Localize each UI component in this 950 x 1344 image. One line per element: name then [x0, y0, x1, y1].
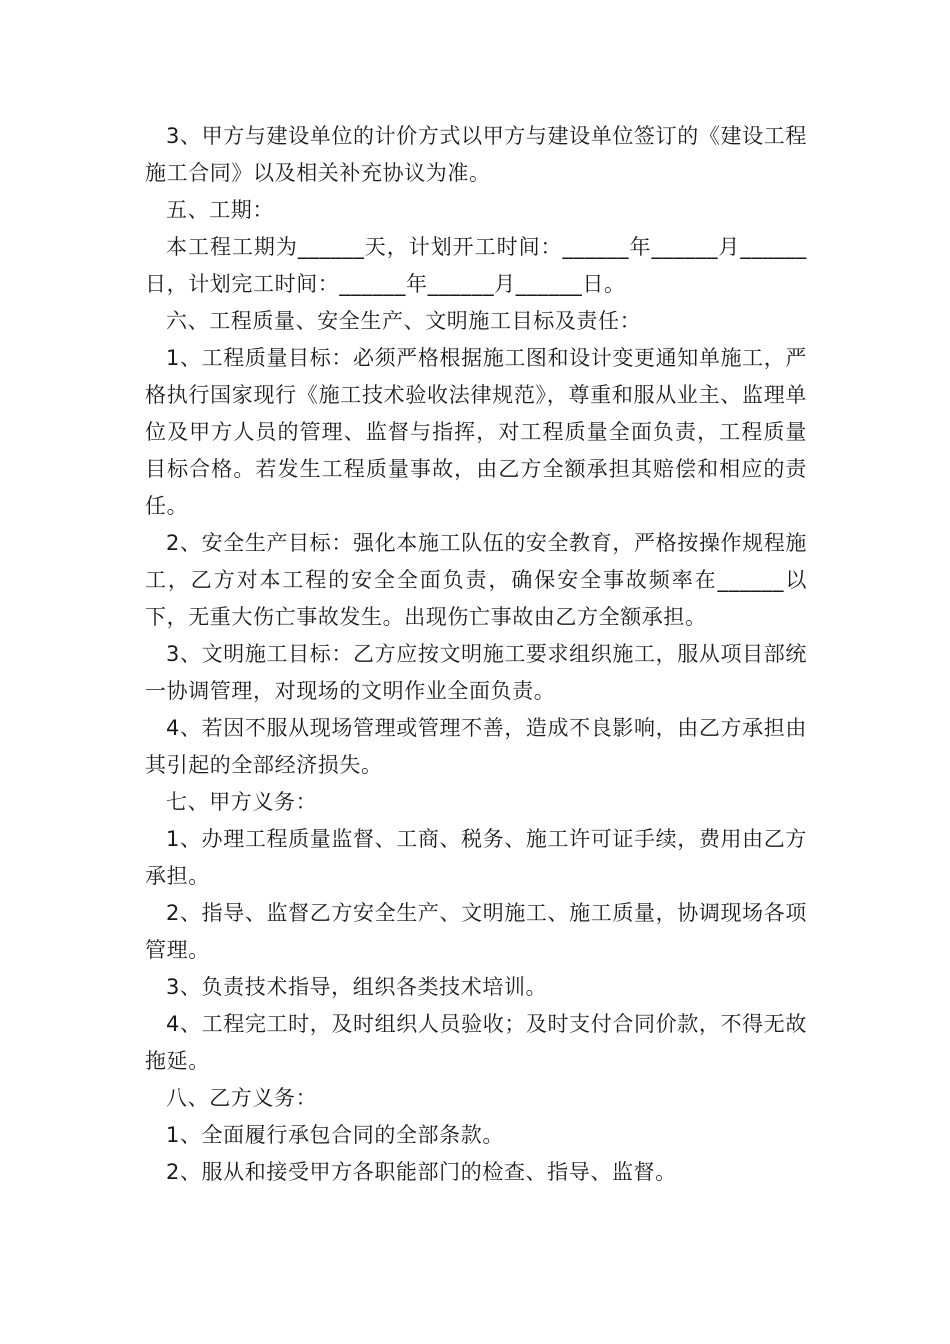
section-7-heading-party-a: 七、甲方义务： [166, 790, 318, 814]
clause-7-2: 2、指导、监督乙方安全生产、文明施工、施工质量，协调现场各项管理。 [145, 901, 807, 962]
clause-8-2: 2、服从和接受甲方各职能部门的检查、指导、监督。 [166, 1160, 677, 1184]
clause-6-1-quality: 1、工程质量目标：必须严格根据施工图和设计变更通知单施工，严格执行国家现行《施工技术验收法律规范》，尊重和服从业主、监理单位及甲方人员的管理、监督与指挥，对工程质量全面负责，工程质量目标合格。若发生工程质量事故，由乙方全额承担其赔偿和相应的责任。 [145, 346, 807, 518]
clause-6-4-losses: 4、若因不服从现场管理或管理不善，造成不良影响，由乙方承担由其引起的全部经济损失。 [145, 716, 807, 777]
clause-7-3: 3、负责技术指导，组织各类技术培训。 [166, 975, 548, 999]
clause-6-3-civilized: 3、文明施工目标：乙方应按文明施工要求组织施工，服从项目部统一协调管理，对现场的文明作业全面负责。 [145, 642, 807, 703]
document-body [145, 118, 807, 1191]
clause-7-4: 4、工程完工时，及时组织人员验收；及时支付合同价款，不得无故拖延。 [145, 1012, 807, 1073]
section-6-heading-goals: 六、工程质量、安全生产、文明施工目标及责任： [166, 309, 642, 333]
clause-8-1: 1、全面履行承包合同的全部条款。 [166, 1123, 504, 1147]
section-5-heading-schedule: 五、工期： [166, 198, 274, 222]
clause-7-1: 1、办理工程质量监督、工商、税务、施工许可证手续，费用由乙方承担。 [145, 827, 807, 888]
clause-4-3-pricing: 3、甲方与建设单位的计价方式以甲方与建设单位签订的《建设工程施工合同》以及相关补充协议为准。 [145, 124, 807, 185]
clause-6-2-safety: 2、安全生产目标：强化本施工队伍的安全教育，严格按操作规程施工，乙方对本工程的安全全面负责，确保安全事故频率在______以下，无重大伤亡事故发生。出现伤亡事故由乙方全额承担。 [145, 531, 807, 629]
schedule-dates-text: 本工程工期为______天，计划开工时间：______年______月______日，计划完工时间：______年______月______日。 [145, 235, 807, 296]
section-8-heading-party-b: 八、乙方义务： [166, 1086, 318, 1110]
